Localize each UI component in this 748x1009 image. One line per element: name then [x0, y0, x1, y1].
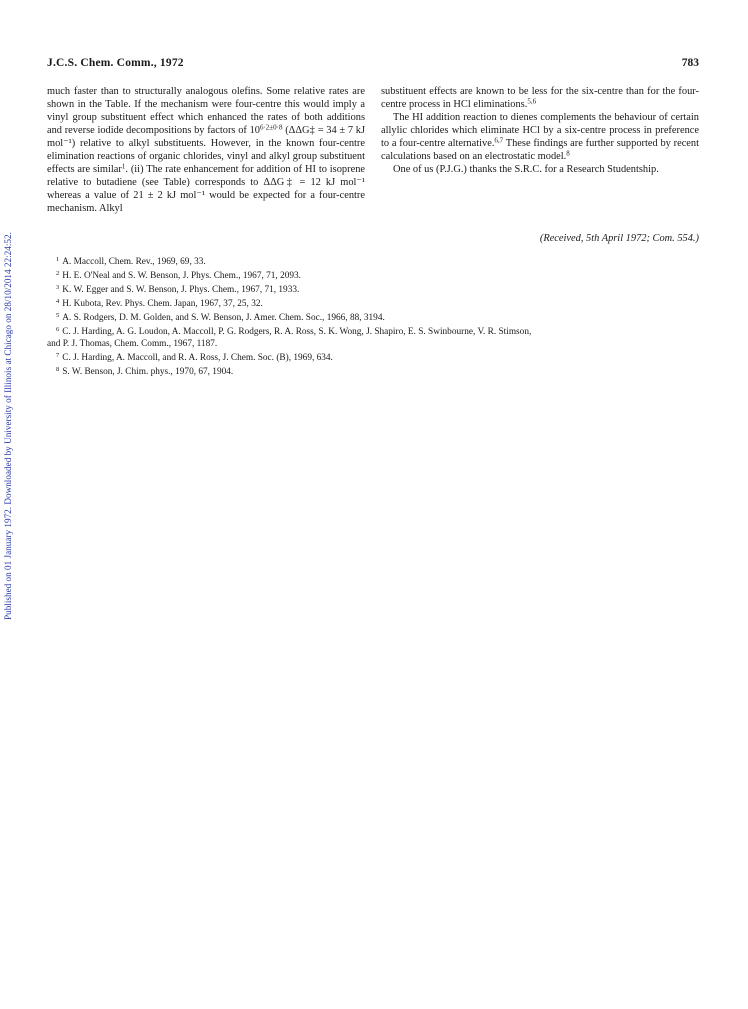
reference-number: 3 — [56, 284, 60, 292]
reference-item — [47, 268, 699, 282]
reference-text: C. J. Harding, A. G. Loudon, A. Maccoll, P. G. Rodgers, R. A. Ross, S. K. Wong, J. Shapiro, E. S. Swinbourne, V. R. Stimson, — [62, 327, 532, 338]
reference-item — [47, 310, 699, 324]
reference-text: H. E. O'Neal and S. W. Benson, J. Phys. Chem., 1967, 71, 2093. — [62, 271, 301, 282]
reference-item — [47, 350, 699, 364]
reference-number: 2 — [56, 270, 60, 278]
reference-number: 6 — [56, 326, 60, 334]
reference-text: A. Maccoll, Chem. Rev., 1969, 69, 33. — [62, 257, 206, 267]
reference-item — [47, 364, 699, 378]
text-run: These findings are further supported by recent calculations based on an electrostatic model. — [381, 137, 699, 162]
citation-marker: 6,7 — [494, 136, 504, 145]
right-paragraph-1 — [381, 86, 699, 112]
received-date: (Received, 5th April 1972; Com. 554.) — [539, 233, 699, 244]
text-run: (ΔΔG‡ = 34 ± 7 kJ mol⁻¹) relative to alkyl substituents. However, in the known four-centre elimination reactions of organic chlorides, vinyl and alkyl group substituent effects are similar — [47, 124, 365, 175]
reference-number: 8 — [56, 365, 60, 373]
left-paragraph — [47, 86, 365, 216]
reference-number: 4 — [56, 298, 60, 306]
reference-list — [47, 254, 699, 378]
text-run: substituent effects are known to be less for the six-centre than for the four-centre process in HCl eliminations. — [381, 86, 699, 110]
reference-item — [47, 282, 699, 296]
reference-number: 1 — [56, 256, 60, 263]
download-watermark — [2, 160, 16, 620]
right-paragraph-2 — [381, 112, 699, 164]
right-column — [381, 86, 699, 177]
page-header — [47, 57, 699, 73]
reference-text: K. W. Egger and S. W. Benson, J. Phys. Chem., 1967, 71, 1933. — [62, 285, 300, 296]
citation-marker: 5,6 — [527, 97, 537, 106]
left-column — [47, 86, 365, 216]
reference-item — [47, 254, 699, 268]
acknowledgement: One of us (P.J.G.) thanks the S.R.C. for a Research Studentship. — [393, 163, 659, 175]
reference-text: S. W. Benson, J. Chim. phys., 1970, 67, 1904. — [62, 366, 234, 377]
download-notice: Published on 01 January 1972. Downloaded by University of Illinois at Chicago on 28/10/2014 22:24:52. — [3, 232, 13, 620]
reference-item — [47, 296, 699, 310]
citation-marker: 1 — [121, 162, 126, 171]
text-run: much faster than to structurally analogous olefins. Some relative rates are shown in the Table. If the mechanism were four-centre this would imply a vinyl group substituent effect which enhanced the rates of both additions and reverse iodide decompositions by factors of 10 — [47, 86, 365, 136]
reference-item — [47, 324, 699, 349]
text-run: The HI addition reaction to dienes complements the behaviour of certain allylic chlorides which eliminate HCl by a six-centre process in preference to a four-centre alternative. — [381, 111, 699, 149]
reference-text: C. J. Harding, A. Maccoll, and R. A. Ross, J. Chem. Soc. (B), 1969, 634. — [62, 352, 333, 363]
reference-number: 7 — [56, 351, 60, 359]
reference-text: H. Kubota, Rev. Phys. Chem. Japan, 1967, 37, 25, 32. — [62, 299, 263, 310]
text-run: . (ii) The rate enhancement for addition of HI to isoprene relative to butadiene (see Table) corresponds to ΔΔG‡ = 12 kJ mol⁻¹ whereas a value of 21 ± 2 kJ mol⁻¹ would be expected for a four-centre mechanism. Alkyl — [47, 163, 365, 214]
citation-marker: 8 — [566, 149, 570, 158]
page-number: 783 — [681, 57, 699, 69]
reference-text: A. S. Rodgers, D. M. Golden, and S. W. Benson, J. Amer. Chem. Soc., 1966, 88, 3194. — [62, 313, 385, 324]
exponent: 6·2±0·8 — [259, 123, 283, 132]
reference-text-continued: and P. J. Thomas, Chem. Comm., 1967, 1187. — [47, 338, 218, 349]
journal-citation: J.C.S. Chem. Comm., 1972 — [47, 57, 184, 69]
reference-number: 5 — [56, 312, 60, 320]
